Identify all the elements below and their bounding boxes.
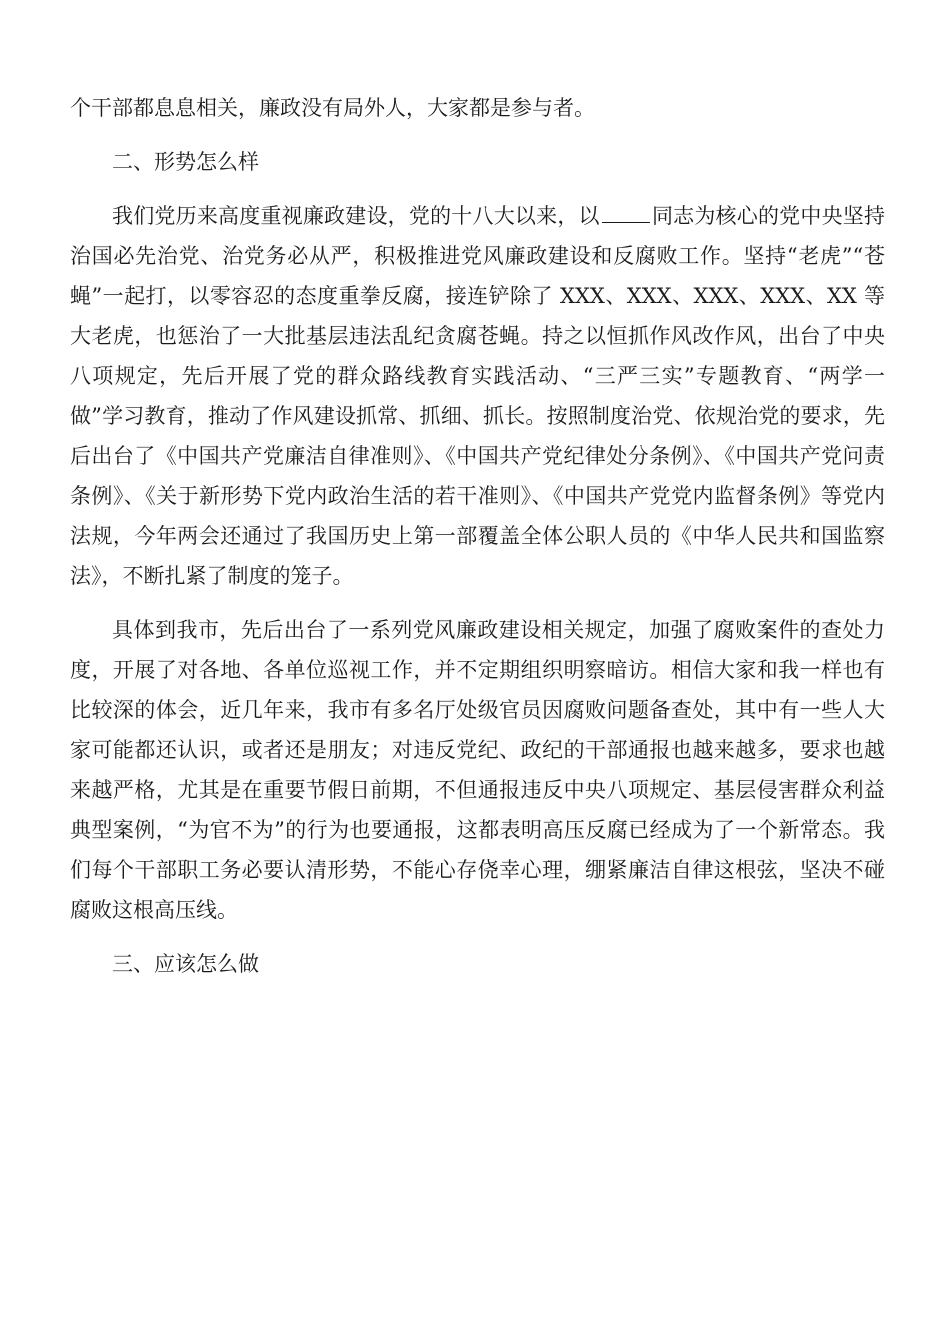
paragraph-local: 具体到我市，先后出台了一系列党风廉政建设相关规定，加强了腐败案件的查处力度，开展了对各地、各单位巡视工作，并不定期组织明察暗访。相信大家和我一样也有比较深的体会，近几年来，我市有多名厅处级官员因腐败问题备查处，其中有一些人大家可能都还认识，或者还是朋友；对违反党纪、政纪的干部通报也越来越多，要求也越来越严格，尤其是在重要节假日前期，不但通报违反中央八项规定、基层侵害群众利益典型案例，“为官不为”的行为也要通报，这都表明高压反腐已经成为了一个新常态。我们每个干部职工务必要认清形势，不能心存侥幸心理，绷紧廉洁自律这根弦，坚决不碰腐败这根高压线。	[70, 618, 885, 922]
document-page	[70, 88, 885, 998]
paragraph-situation-part2: 同志为核心的党中央坚持治国必先治党、治党务必从严，积极推进党风廉政建设和反腐败工作。坚持“老虎”“苍蝇”一起打，以零容忍的态度重拳反腐，接连铲除了 XXX、XXX、XXX、XXX、XX 等大老虎，也惩治了一大批基层违法乱纪贪腐苍蝇。持之以恒抓作风改作风，出台了中央八项规定，先后开展了党的群众路线教育实践活动、“三严三实”专题教育、“两学一做”学习教育，推动了作风建设抓常、抓细、抓长。按照制度治党、依规治党的要求，先后出台了《中国共产党廉洁自律准则》、《中国共产党纪律处分条例》、《中国共产党问责条例》、《关于新形势下党内政治生活的若干准则》、《中国共产党党内监督条例》等党内法规，今年两会还通过了我国历史上第一部覆盖全体公职人员的《中华人民共和国监察法》，不断扎紧了制度的笼子。	[70, 204, 885, 588]
paragraph-situation-part1: 我们党历来高度重视廉政建设，党的十八大以来，以	[112, 204, 600, 228]
paragraph-continuation: 个干部都息息相关，廉政没有局外人，大家都是参与者。	[70, 96, 595, 120]
blank-underline	[602, 200, 650, 223]
section-heading-3: 三、应该怎么做	[112, 952, 259, 976]
section-heading-2: 二、形势怎么样	[112, 150, 259, 174]
paragraph-situation	[70, 196, 885, 596]
